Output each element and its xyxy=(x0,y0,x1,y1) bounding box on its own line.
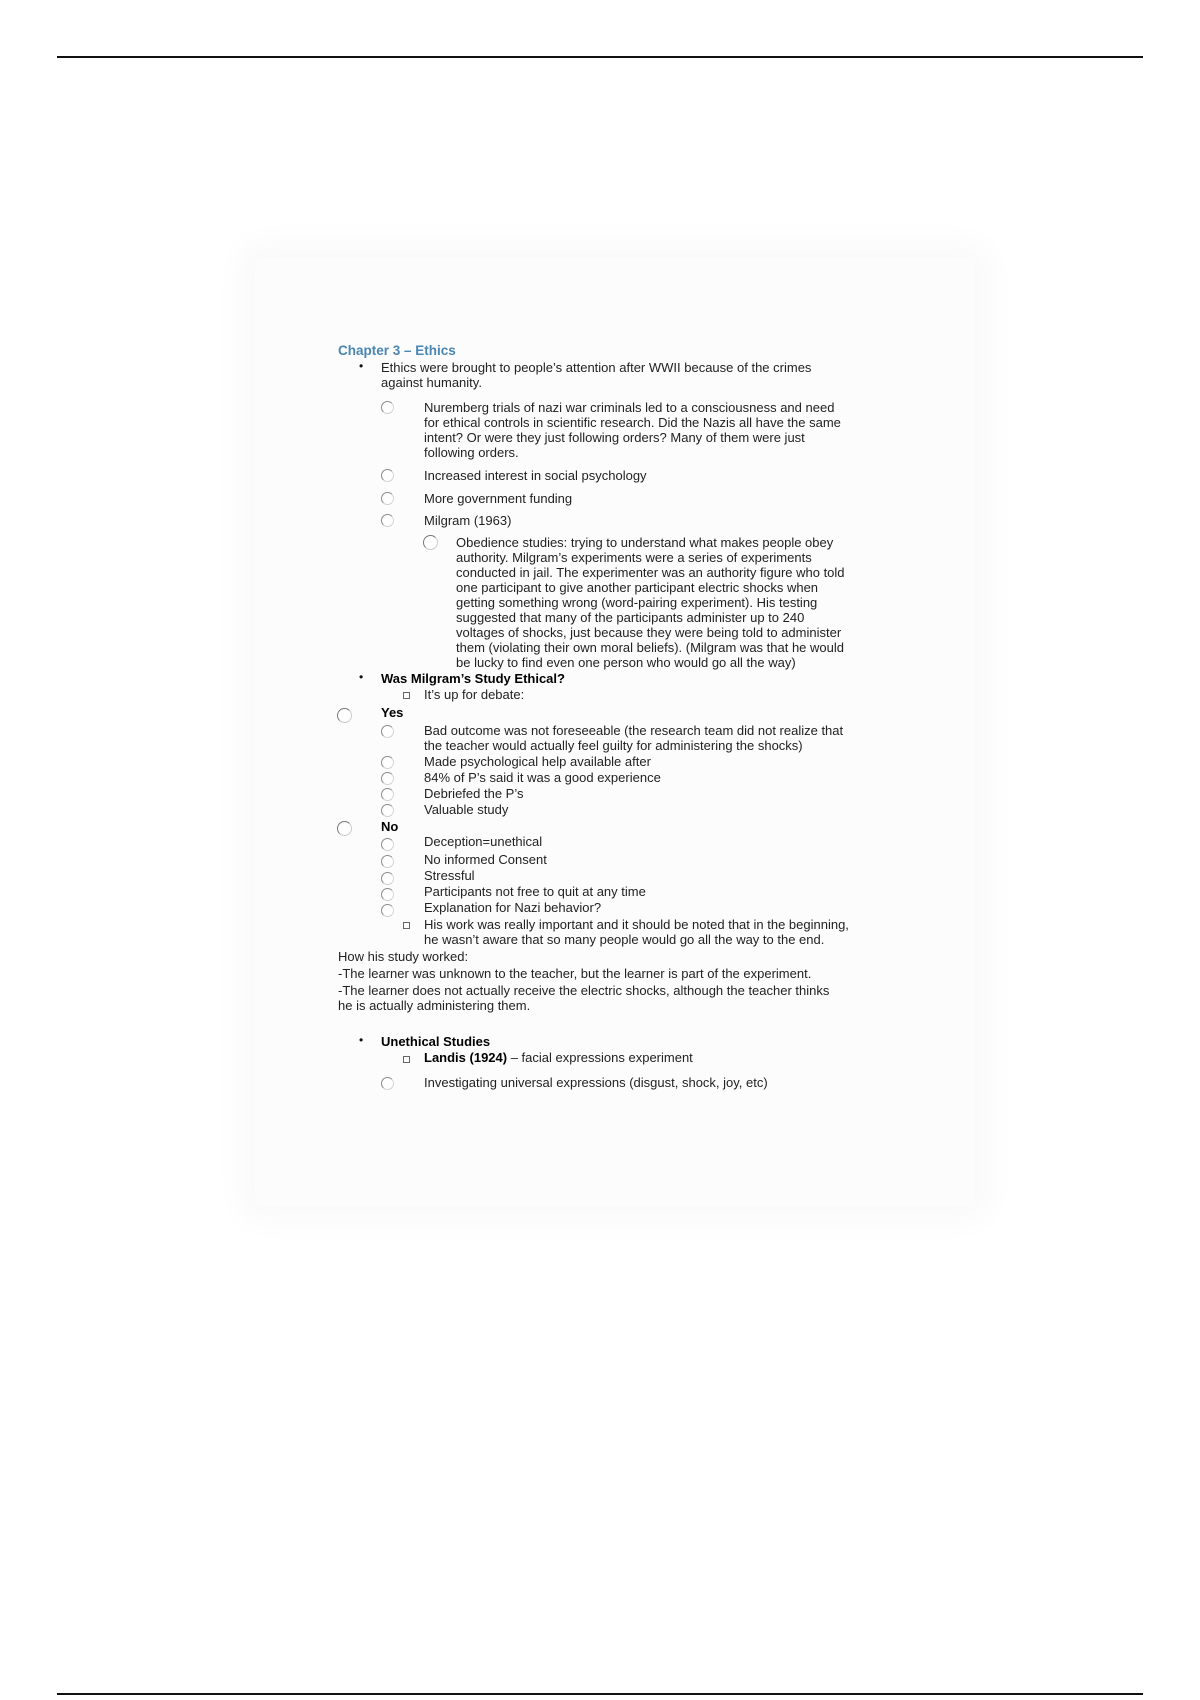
intro-line-2: against humanity. xyxy=(381,375,482,390)
obedience-line-1: Obedience studies: trying to understand what makes people obey xyxy=(456,535,834,550)
obedience-line-8: them (violating their own moral beliefs). (Milgram was that he would xyxy=(456,640,844,655)
obedience-line-3: conducted in jail. The experimenter was an authority figure who told xyxy=(456,565,845,580)
item-milgram: Milgram (1963) xyxy=(424,513,512,528)
no-item-3: Stressful xyxy=(424,868,475,883)
circle-bullet-icon xyxy=(381,872,394,885)
circle-bullet-icon xyxy=(337,708,352,723)
nuremberg-line-3: intent? Or were they just following orders? Many of them were just xyxy=(424,430,805,445)
no-item-1: Deception=unethical xyxy=(424,834,543,849)
bullet-dot: • xyxy=(359,1033,364,1047)
footer-rule xyxy=(57,1693,1143,1695)
square-bullet-icon xyxy=(403,922,410,929)
yes-label: Yes xyxy=(381,705,404,720)
circle-bullet-icon xyxy=(381,492,394,505)
circle-bullet-icon xyxy=(381,514,394,527)
circle-bullet-icon xyxy=(381,1077,394,1090)
yes-item-4: Debriefed the P’s xyxy=(424,786,524,801)
circle-bullet-icon xyxy=(381,725,394,738)
item-government-funding: More government funding xyxy=(424,491,573,506)
circle-bullet-icon xyxy=(381,469,394,482)
obedience-line-6: suggested that many of the participants administer up to 240 xyxy=(456,610,805,625)
investigating-line: Investigating universal expressions (disgust, shock, joy, etc) xyxy=(424,1075,768,1090)
header-rule xyxy=(57,56,1143,58)
square-bullet-icon xyxy=(403,1056,410,1063)
circle-bullet-icon xyxy=(381,838,394,851)
how-worked-line-3: he is actually administering them. xyxy=(338,998,531,1013)
bullet-dot: • xyxy=(359,359,364,373)
yes-item-3: 84% of P’s said it was a good experience xyxy=(424,770,661,785)
yes-item-5: Valuable study xyxy=(424,802,509,817)
circle-bullet-icon xyxy=(423,535,438,550)
yes-item-2: Made psychological help available after xyxy=(424,754,651,769)
chapter-title: Chapter 3 – Ethics xyxy=(338,343,456,358)
yes-item-1a: Bad outcome was not foreseeable (the research team did not realize that xyxy=(424,723,844,738)
no-item-5: Explanation for Nazi behavior? xyxy=(424,900,602,915)
circle-bullet-icon xyxy=(381,772,394,785)
was-ethical-heading: Was Milgram’s Study Ethical? xyxy=(381,671,565,686)
nuremberg-line-1: Nuremberg trials of nazi war criminals led to a consciousness and need xyxy=(424,400,835,415)
circle-bullet-icon xyxy=(381,788,394,801)
landis-description: – facial expressions experiment xyxy=(507,1050,693,1065)
circle-bullet-icon xyxy=(337,821,352,836)
square-bullet-icon xyxy=(403,692,410,699)
nuremberg-line-2: for ethical controls in scientific research. Did the Nazis all have the same xyxy=(424,415,841,430)
item-social-psychology: Increased interest in social psychology xyxy=(424,468,647,483)
landis-name: Landis (1924) xyxy=(424,1050,508,1065)
obedience-line-5: getting something wrong (word-pairing experiment). His testing xyxy=(456,595,818,610)
intro-line-1: Ethics were brought to people’s attention after WWII because of the crimes xyxy=(381,360,812,375)
circle-bullet-icon xyxy=(381,804,394,817)
circle-bullet-icon xyxy=(381,855,394,868)
debate-line: It’s up for debate: xyxy=(424,687,525,702)
how-worked-line-2: -The learner does not actually receive the electric shocks, although the teacher thinks xyxy=(338,983,830,998)
landis-line xyxy=(424,1050,693,1065)
circle-bullet-icon xyxy=(381,401,394,414)
no-item-2: No informed Consent xyxy=(424,852,547,867)
circle-bullet-icon xyxy=(381,888,394,901)
yes-item-1b: the teacher would actually feel guilty for administering the shocks) xyxy=(424,738,803,753)
his-work-line-2: he wasn’t aware that so many people would go all the way to the end. xyxy=(424,932,825,947)
nuremberg-line-4: following orders. xyxy=(424,445,519,460)
how-worked-heading: How his study worked: xyxy=(338,949,469,964)
circle-bullet-icon xyxy=(381,904,394,917)
no-label: No xyxy=(381,819,399,834)
how-worked-line-1: -The learner was unknown to the teacher, but the learner is part of the experiment. xyxy=(338,966,812,981)
obedience-line-4: one participant to give another participant electric shocks when xyxy=(456,580,819,595)
unethical-heading: Unethical Studies xyxy=(381,1034,491,1049)
circle-bullet-icon xyxy=(381,756,394,769)
his-work-line-1: His work was really important and it should be noted that in the beginning, xyxy=(424,917,849,932)
obedience-line-2: authority. Milgram’s experiments were a series of experiments xyxy=(456,550,812,565)
no-item-4: Participants not free to quit at any time xyxy=(424,884,646,899)
obedience-line-9: be lucky to find even one person who would go all the way) xyxy=(456,655,796,670)
bullet-dot: • xyxy=(359,670,364,684)
obedience-line-7: voltages of shocks, just because they were being told to administer xyxy=(456,625,842,640)
